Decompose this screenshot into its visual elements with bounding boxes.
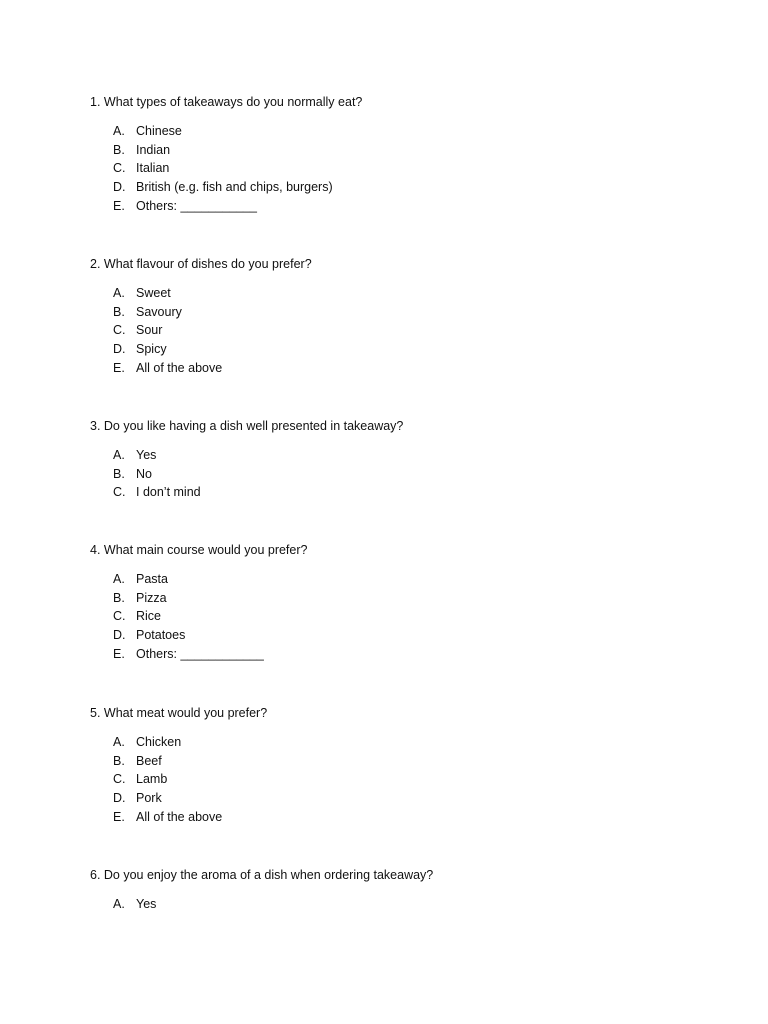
question-3 [90, 418, 690, 503]
option-text: Pizza [136, 590, 167, 605]
option-text: Lamb [136, 772, 168, 787]
option-text: Potatoes [136, 628, 186, 643]
option-item [90, 360, 690, 379]
option-letter: A. [113, 897, 125, 911]
option-item [90, 627, 690, 646]
option-letter: D. [113, 628, 126, 643]
option-letter: A. [113, 572, 125, 586]
question-text: 1. What types of takeaways do you normally eat? [90, 95, 363, 109]
options-list [90, 447, 690, 503]
option-letter: A. [113, 735, 125, 749]
option-letter: D. [113, 791, 126, 806]
option-item [90, 341, 690, 360]
option-letter: C. [113, 485, 126, 500]
options-list [90, 571, 690, 664]
option-item [90, 896, 690, 915]
option-text: Yes [136, 448, 157, 462]
option-text: Pork [136, 791, 162, 806]
option-letter: A. [113, 448, 125, 462]
option-letter: B. [113, 142, 125, 157]
option-item [90, 571, 690, 590]
option-letter: B. [113, 590, 125, 605]
option-text: All of the above [136, 809, 223, 824]
options-list [90, 123, 690, 216]
option-item [90, 484, 690, 503]
option-letter: A. [113, 124, 125, 138]
option-letter: C. [113, 323, 126, 338]
question-6 [90, 867, 690, 915]
option-text: Beef [136, 753, 162, 768]
option-item [90, 608, 690, 627]
option-item [90, 322, 690, 341]
option-item [90, 753, 690, 772]
option-text: Others: ___________ [136, 198, 257, 213]
option-item [90, 466, 690, 485]
option-text: Savoury [136, 304, 182, 319]
option-item [90, 123, 690, 142]
options-list [90, 896, 690, 915]
option-item [90, 734, 690, 753]
option-text: British (e.g. fish and chips, burgers) [136, 180, 333, 195]
question-text: 2. What flavour of dishes do you prefer? [90, 257, 312, 271]
option-item [90, 447, 690, 466]
option-letter: C. [113, 609, 126, 624]
option-letter: C. [113, 772, 126, 787]
option-text: Chicken [136, 735, 182, 749]
option-text: All of the above [136, 360, 223, 375]
option-text: Italian [136, 161, 170, 176]
option-text: Pasta [136, 572, 168, 586]
question-text: 5. What meat would you prefer? [90, 706, 268, 720]
question-2 [90, 256, 690, 378]
option-item [90, 179, 690, 198]
option-item [90, 771, 690, 790]
option-item [90, 590, 690, 609]
option-letter: B. [113, 466, 125, 481]
option-text: Rice [136, 609, 162, 624]
option-letter: B. [113, 753, 125, 768]
option-text: Others: ____________ [136, 646, 264, 661]
options-list [90, 285, 690, 378]
option-item [90, 646, 690, 665]
question-text: 6. Do you enjoy the aroma of a dish when ordering takeaway? [90, 868, 434, 882]
option-item [90, 160, 690, 179]
option-text: Sour [136, 323, 163, 338]
question-4 [90, 542, 690, 664]
option-item [90, 809, 690, 828]
option-text: Chinese [136, 124, 182, 138]
option-letter: C. [113, 161, 126, 176]
option-letter: A. [113, 286, 125, 300]
option-letter: E. [113, 198, 125, 213]
option-item [90, 142, 690, 161]
option-item [90, 198, 690, 217]
option-text: Yes [136, 897, 157, 911]
option-letter: E. [113, 360, 125, 375]
question-text: 4. What main course would you prefer? [90, 543, 308, 557]
option-letter: E. [113, 646, 125, 661]
option-text: Spicy [136, 342, 167, 357]
option-text: Indian [136, 142, 171, 157]
option-text: I don’t mind [136, 485, 201, 500]
options-list [90, 734, 690, 827]
question-5 [90, 705, 690, 827]
option-letter: E. [113, 809, 125, 824]
question-1 [90, 94, 690, 216]
option-item [90, 790, 690, 809]
option-letter: D. [113, 180, 126, 195]
option-letter: D. [113, 342, 126, 357]
option-item [90, 285, 690, 304]
option-letter: B. [113, 304, 125, 319]
option-text: No [136, 466, 152, 481]
question-text: 3. Do you like having a dish well presented in takeaway? [90, 419, 404, 433]
option-item [90, 304, 690, 323]
option-text: Sweet [136, 286, 171, 300]
